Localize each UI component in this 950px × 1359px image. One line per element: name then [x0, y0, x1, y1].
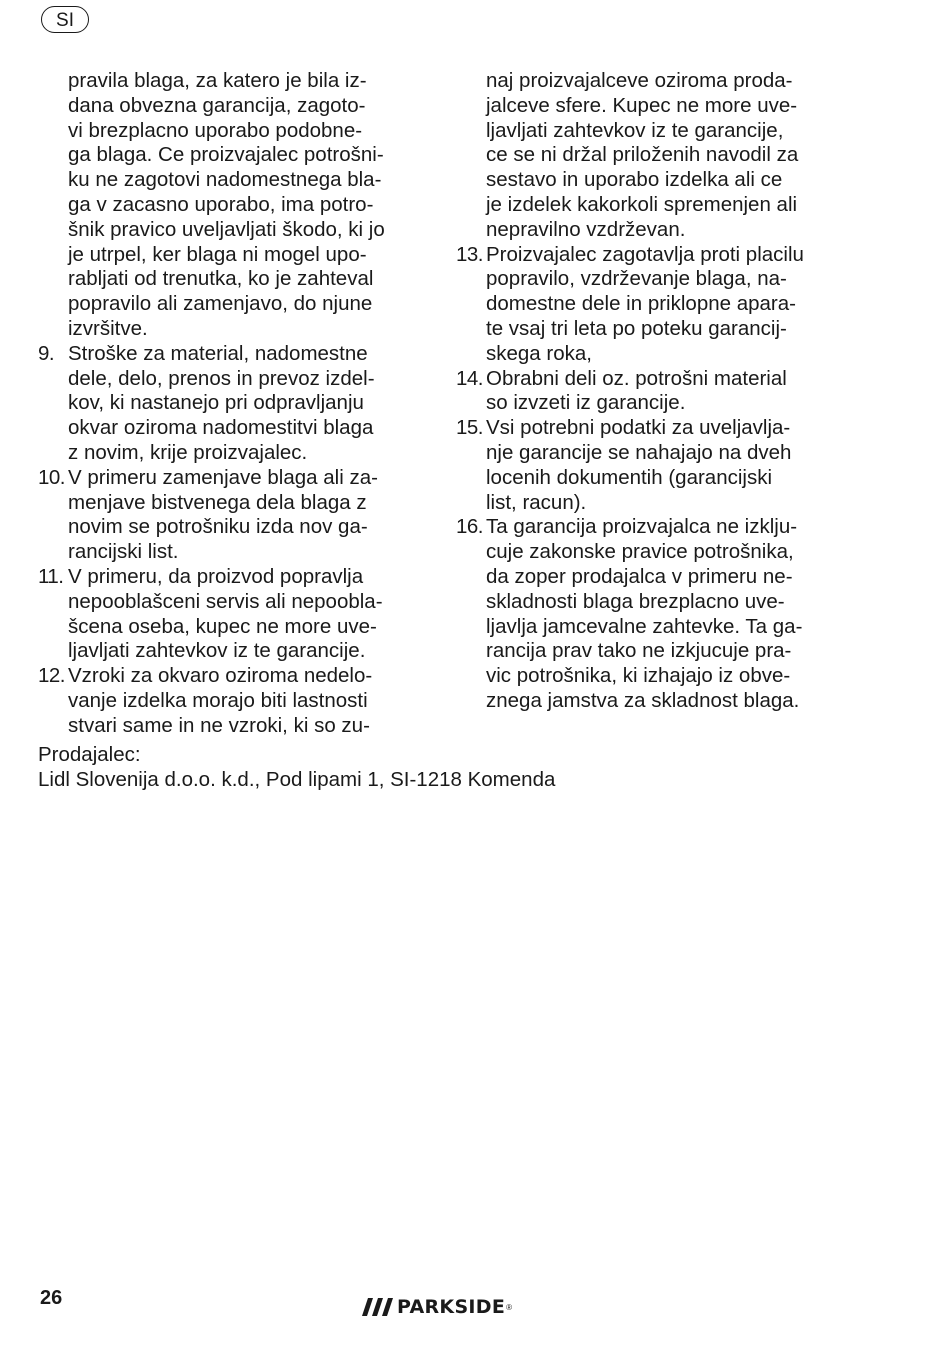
list-item-text: šcena oseba, kupec ne more uve-	[68, 614, 377, 638]
list-item-line	[456, 243, 846, 268]
list-item-number: 11.	[38, 564, 64, 588]
list-item-line	[38, 565, 428, 590]
list-item-number: 15.	[456, 416, 483, 440]
paragraph-line: šnik pravico uveljavljati škodo, ki jo	[68, 217, 385, 241]
list-item-number: 13.	[456, 242, 483, 266]
paragraph-line: pravila blaga, za katero je bila iz-	[68, 69, 367, 92]
list-item	[456, 367, 846, 417]
list-item	[456, 416, 846, 515]
list-item-text: dele, delo, prenos in prevoz izdel-	[68, 366, 375, 390]
list-item-number: 9.	[38, 341, 55, 365]
list-item	[38, 342, 428, 466]
paragraph-line: ku ne zagotovi nadomestnega bla-	[68, 168, 382, 192]
paragraph-line: je izdelek kakorkoli spremenjen ali	[486, 192, 798, 216]
list-item	[456, 515, 846, 713]
language-badge: SI	[41, 6, 89, 33]
list-item-text: vanje izdelka morajo biti lastnosti	[68, 688, 368, 712]
list-item-text: rancija prav tako ne izkjucuje pra-	[486, 639, 792, 663]
brand-logo	[362, 1295, 512, 1319]
list-item-text: kov, ki nastanejo pri odpravljanju	[68, 391, 364, 415]
right-column	[456, 69, 846, 714]
list-item	[38, 664, 428, 738]
list-item-number: 12.	[38, 664, 65, 688]
list-item-text: domestne dele in priklopne apara-	[486, 292, 796, 316]
list-item-text: da zoper prodajalca v primeru ne-	[486, 564, 793, 588]
list-item-text: so izvzeti iz garancije.	[486, 391, 686, 415]
list-item	[456, 243, 846, 367]
paragraph-line: ce se ni držal priloženih navodil za	[486, 143, 799, 167]
list-item-text: Vsi potrebni podatki za uveljavlja-	[486, 416, 791, 440]
left-column	[38, 69, 428, 739]
paragraph-line: popravilo ali zamenjavo, do njune	[68, 292, 373, 316]
list-item-text: te vsaj tri leta po poteku garancij-	[486, 316, 787, 340]
list-item-text: vic potrošnika, ki izhajajo iz obve-	[486, 664, 791, 688]
paragraph-line: izvršitve.	[68, 316, 148, 340]
paragraph-line: je utrpel, ker blaga ni mogel upo-	[68, 242, 367, 266]
paragraph-line: ga blaga. Ce proizvajalec potrošni-	[68, 143, 384, 167]
list-item-text: z novim, krije proizvajalec.	[68, 440, 308, 464]
list-item-text: okvar oziroma nadomestitvi blaga	[68, 416, 374, 440]
list-item-text: locenih dokumentih (garancijski	[486, 465, 773, 489]
list-item	[38, 565, 428, 664]
paragraph-line: sestavo in uporabo izdelka ali ce	[486, 168, 783, 192]
list-item-text: V primeru, da proizvod popravlja	[68, 564, 364, 588]
list-item-text: Obrabni deli oz. potrošni material	[486, 366, 787, 390]
list-item-line	[456, 416, 846, 441]
registered-mark: ®	[506, 1302, 513, 1312]
list-item-text: Ta garancija proizvajalca ne izklju-	[486, 515, 798, 539]
paragraph-line: jalceve sfere. Kupec ne more uve-	[486, 93, 798, 117]
list-item-text: nepooblašceni servis ali nepoobla-	[68, 589, 383, 613]
list-item-text: skladnosti blaga brezplacno uve-	[486, 589, 785, 613]
list-item-line	[38, 664, 428, 689]
page-number: 26	[40, 1287, 63, 1309]
list-item-text: znega jamstva za skladnost blaga.	[486, 688, 800, 712]
list-item-number: 10.	[38, 465, 65, 489]
paragraph-line: ljavljati zahtevkov iz te garancije,	[486, 118, 784, 142]
list-item-line	[38, 466, 428, 491]
list-item-text: V primeru zamenjave blaga ali za-	[68, 465, 378, 489]
list-item-text: Proizvajalec zagotavlja proti placilu	[486, 242, 804, 266]
paragraph-line: vi brezplacno uporabo podobne-	[68, 118, 363, 142]
list-item-line	[38, 342, 428, 367]
brand-name: PARKSIDE	[397, 1296, 506, 1318]
brand-slashes-icon	[362, 1298, 394, 1316]
list-item-text: Stroške za material, nadomestne	[68, 341, 368, 365]
list-item-number: 16.	[456, 515, 483, 539]
list-item-text: Vzroki za okvaro oziroma nedelo-	[68, 664, 373, 688]
paragraph-line: ga v zacasno uporabo, ima potro-	[68, 192, 374, 216]
list-item-text: ljavlja jamcevalne zahtevke. Ta ga-	[486, 614, 803, 638]
list-item-text: novim se potrošniku izda nov ga-	[68, 515, 368, 539]
list-item-number: 14.	[456, 366, 483, 390]
list-item-text: menjave bistvenega dela blaga z	[68, 490, 367, 514]
list-item-text: nje garancije se nahajajo na dveh	[486, 440, 792, 464]
list-item	[38, 466, 428, 565]
list-item-text: rancijski list.	[68, 540, 179, 564]
list-item-text: ljavljati zahtevkov iz te garancije.	[68, 639, 366, 663]
list-item-text: list, racun).	[486, 490, 587, 514]
paragraph-line: naj proizvajalceve oziroma proda-	[486, 69, 793, 92]
paragraph-line: nepravilno vzdrževan.	[486, 217, 686, 241]
seller-block	[38, 743, 555, 793]
seller-address: Lidl Slovenija d.o.o. k.d., Pod lipami 1, SI-1218 Komenda	[38, 767, 556, 791]
paragraph-line: rabljati od trenutka, ko je zahteval	[68, 267, 374, 291]
paragraph-line: dana obvezna garancija, zagoto-	[68, 93, 366, 117]
list-item-text: cuje zakonske pravice potrošnika,	[486, 540, 794, 564]
list-item-text: popravilo, vzdrževanje blaga, na-	[486, 267, 787, 291]
list-item-text: skega roka,	[486, 341, 592, 365]
list-item-text: stvari same in ne vzroki, ki so zu-	[68, 713, 370, 737]
seller-label: Prodajalec:	[38, 743, 141, 766]
list-item-line	[456, 515, 846, 540]
list-item-line	[456, 367, 846, 392]
